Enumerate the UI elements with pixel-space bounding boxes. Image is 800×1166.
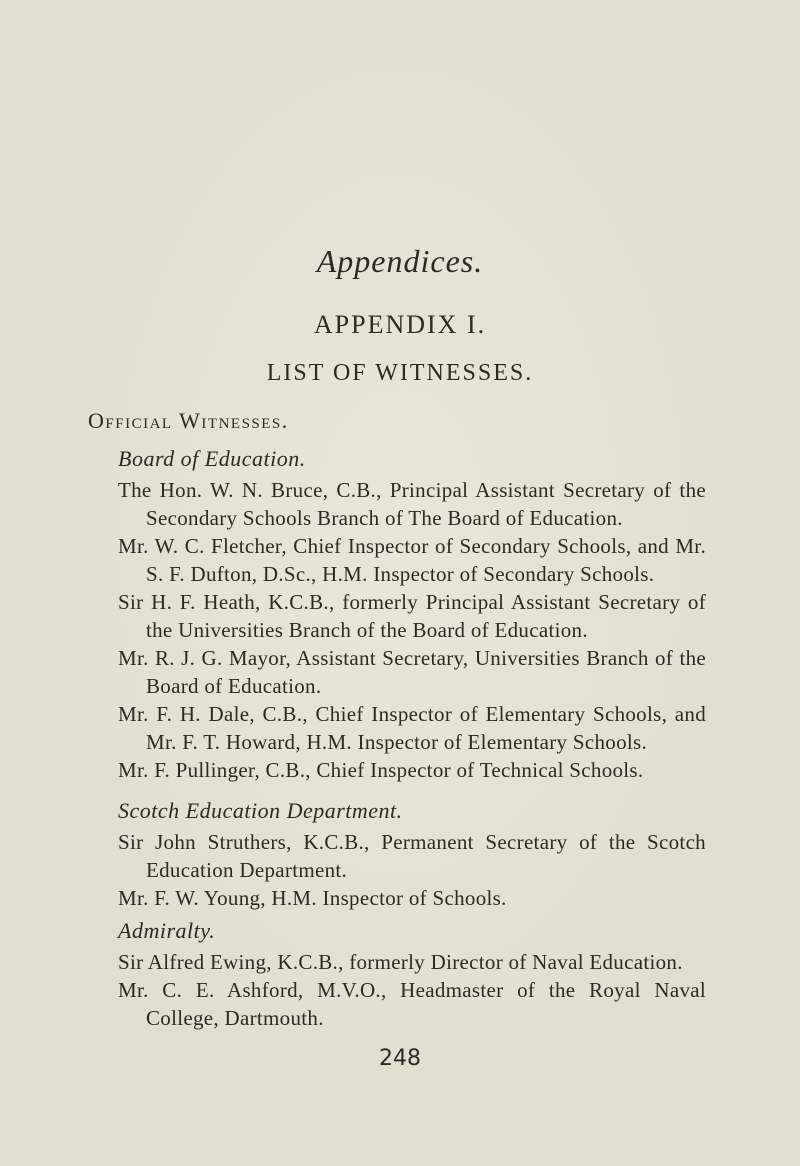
witness-entry-text: Mr. F. Pullinger, C.B., Chief Inspector of Technical Schools. xyxy=(118,758,644,782)
witness-entry xyxy=(118,828,706,884)
witness-entry xyxy=(118,532,706,588)
witness-entry-text: Mr. F. H. Dale, C.B., Chief Inspector of Elementary Schools, and Mr. F. T. Howard, H.M. Inspector of Elementary Schools. xyxy=(118,702,706,754)
witness-entry xyxy=(118,884,706,912)
page-number: 248 xyxy=(379,1046,421,1071)
witness-entry-text: Sir John Struthers, K.C.B., Permanent Secretary of the Scotch Education Department. xyxy=(118,830,706,882)
witness-entry-text: Sir H. F. Heath, K.C.B., formerly Principal Assistant Secretary of the Universities Branch of the Board of Education. xyxy=(118,590,706,642)
witness-entry xyxy=(118,948,706,976)
witness-entry xyxy=(118,700,706,756)
witness-entry xyxy=(118,476,706,532)
appendices-title: Appendices. xyxy=(316,243,484,279)
witness-entry-text: Sir Alfred Ewing, K.C.B., formerly Director of Naval Education. xyxy=(118,950,683,974)
witness-entry xyxy=(118,756,706,784)
subsection-heading-admiralty: Admiralty. xyxy=(118,918,216,943)
witness-entry-text: Mr. C. E. Ashford, M.V.O., Headmaster of the Royal Naval College, Dartmouth. xyxy=(118,978,706,1030)
subsection-heading-board-of-education: Board of Education. xyxy=(118,446,306,471)
witness-entry-text: The Hon. W. N. Bruce, C.B., Principal Assistant Secretary of the Secondary Schools Branch of The Board of Education. xyxy=(118,478,706,530)
witness-entry-text: Mr. F. W. Young, H.M. Inspector of Schools. xyxy=(118,886,507,910)
appendix-number: APPENDIX I. xyxy=(313,310,487,339)
section-heading: Official Witnesses. xyxy=(88,408,289,433)
witness-entry-text: Mr. R. J. G. Mayor, Assistant Secretary, Universities Branch of the Board of Education. xyxy=(118,646,706,698)
witness-entry xyxy=(118,976,706,1032)
witness-entry xyxy=(118,644,706,700)
subsection-heading-scotch-education: Scotch Education Department. xyxy=(118,798,403,823)
witness-entry-text: Mr. W. C. Fletcher, Chief Inspector of Secondary Schools, and Mr. S. F. Dufton, D.Sc., H.M. Inspector of Secondary Schools. xyxy=(118,534,706,586)
witness-entry xyxy=(118,588,706,644)
list-title: LIST OF WITNESSES. xyxy=(266,360,534,386)
